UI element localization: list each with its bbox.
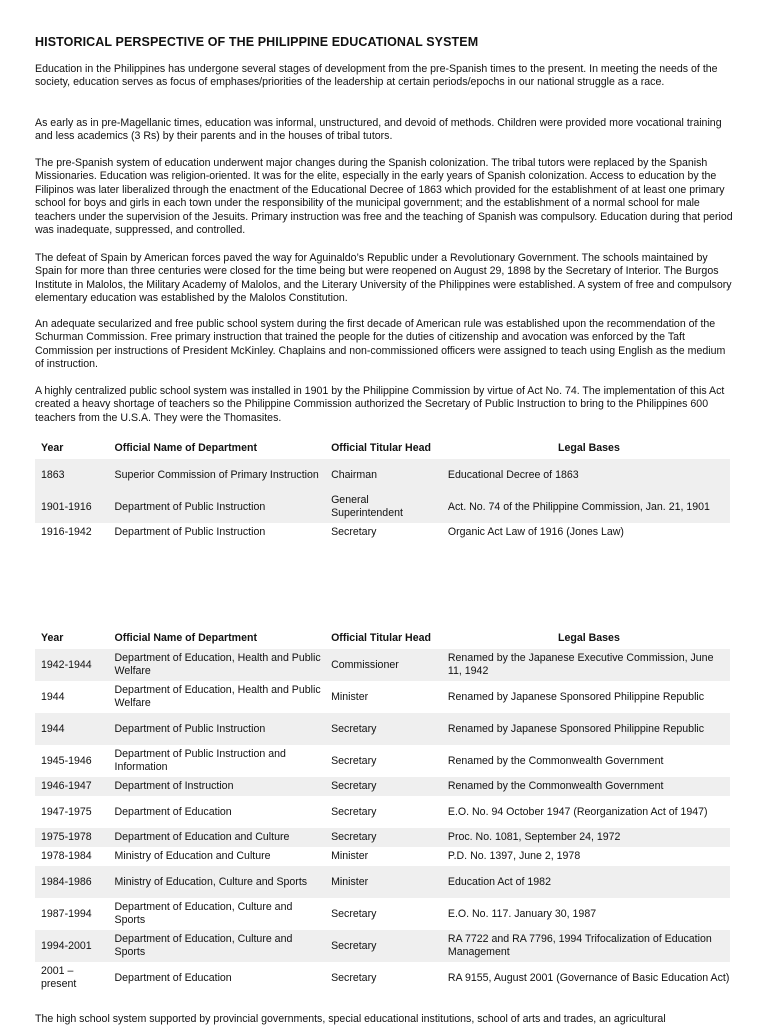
- table-row: [35, 459, 730, 491]
- cell-name: Department of Public Instruction and Information: [114, 748, 286, 773]
- header-name: Official Name of Department: [114, 442, 257, 454]
- cell-legal: Renamed by the Japanese Executive Commission, June 11, 1942: [442, 649, 730, 681]
- cell-legal: Renamed by the Commonwealth Government: [447, 754, 664, 767]
- cell-head: Minister: [331, 690, 369, 703]
- cell-year: 1944: [35, 713, 109, 745]
- cell-year: 1942-1944: [35, 649, 109, 681]
- cell-head: Chairman: [325, 459, 442, 491]
- cell-head: Secretary: [331, 754, 377, 767]
- header-legal: Legal Bases: [558, 632, 620, 644]
- table-row: [35, 962, 730, 994]
- cell-year: 1916-1942: [41, 526, 92, 538]
- table-row: [35, 523, 730, 542]
- table-row: [35, 828, 730, 847]
- cell-name: Ministry of Education and Culture: [114, 850, 271, 862]
- cell-legal: Proc. No. 1081, September 24, 1972: [442, 828, 730, 847]
- cell-legal: Organic Act Law of 1916 (Jones Law): [447, 526, 624, 538]
- cell-legal: Renamed by Japanese Sponsored Philippine Republic: [447, 690, 705, 703]
- header-name: Official Name of Department: [114, 632, 257, 644]
- cell-head: General Superintendent: [325, 491, 442, 523]
- cell-head: Secretary: [325, 930, 442, 962]
- paragraph-centralized: A highly centralized public school system was installed in 1901 by the Philippine Commission by virtue of Act No. 74. The implementation of this Act created a heavy shortage of teachers so the Philippine Commission authorized the Secretary of Public Instruction to bring to the Philippines 600 teachers from the U.S.A. They were the Thomasites.: [35, 385, 725, 424]
- table-row: [35, 866, 730, 898]
- cell-year: 1978-1984: [41, 850, 92, 862]
- cell-year: 1901-1916: [35, 491, 109, 523]
- cell-head: Commissioner: [325, 649, 442, 681]
- paragraph-revolution: The defeat of Spain by American forces paved the way for Aguinaldo’s Republic under a Revolutionary Government. The schools maintained by Spain for more than three centuries were closed for the time being but were reopened on August 29, 1898 by the Secretary of Interior. The Burgos Institute in Malolos, the Military Academy of Malolos, and the Literary University of the Philippines were established. A system of free and compulsory elementary education was established by the Malolos Constitution.: [35, 252, 732, 305]
- cell-head: Secretary: [325, 828, 442, 847]
- cell-name: Department of Education, Culture and Sports: [114, 901, 293, 926]
- cell-head: Minister: [331, 850, 369, 862]
- header-head: Official Titular Head: [331, 632, 431, 644]
- cell-name: Department of Education and Culture: [109, 828, 326, 847]
- header-year: Year: [41, 442, 64, 454]
- cell-legal: Renamed by Japanese Sponsored Philippine Republic: [442, 713, 730, 745]
- cell-name: Superior Commission of Primary Instruction: [109, 459, 326, 491]
- table-row: [35, 796, 730, 828]
- cell-year: 1944: [41, 690, 65, 703]
- table-row: [35, 681, 730, 713]
- cell-legal: RA 9155, August 2001 (Governance of Basic Education Act): [447, 971, 730, 984]
- header-head: Official Titular Head: [331, 442, 431, 454]
- paragraph-american: An adequate secularized and free public school system during the first decade of American rule was established upon the recommendation of the Schurman Commission. Free primary instruction that trained the people for the duties of citizenship and avocation was enforced by the Taft Commission per instructions of President McKinley. Chaplains and non-commissioned officers were assigned to teach using English as the medium of instruction.: [35, 318, 726, 371]
- table-row: [35, 898, 730, 930]
- cell-name: Department of Education, Health and Public Welfare: [109, 649, 326, 681]
- cell-year: 2001 – present: [41, 965, 77, 990]
- cell-name: Department of Education, Health and Public Welfare: [114, 684, 321, 709]
- cell-year: 1984-1986: [35, 866, 109, 898]
- paragraph-intro: Education in the Philippines has undergone several stages of development from the pre-Spanish times to the present. In meeting the needs of the society, education serves as focus of emphases/priorities of the leadership at certain periods/epochs in our national struggle as a race.: [35, 63, 718, 89]
- table-row: [35, 847, 730, 866]
- cell-head: Secretary: [331, 526, 377, 538]
- header-legal: Legal Bases: [558, 442, 620, 454]
- cell-name: Department of Public Instruction: [109, 713, 326, 745]
- cell-year: 1947-1975: [41, 805, 92, 818]
- table-row: [35, 713, 730, 745]
- cell-head: Minister: [325, 866, 442, 898]
- cell-legal: E.O. No. 94 October 1947 (Reorganization Act of 1947): [447, 805, 708, 818]
- table-row: [35, 777, 730, 796]
- table-row: [35, 649, 730, 681]
- cell-legal: P.D. No. 1397, June 2, 1978: [447, 850, 581, 862]
- cell-head: Secretary: [331, 907, 377, 920]
- cell-head: Secretary: [325, 777, 442, 796]
- header-year: Year: [41, 632, 64, 644]
- cell-year: 1863: [35, 459, 109, 491]
- cell-head: Secretary: [331, 971, 377, 984]
- table-row: [35, 491, 730, 523]
- cell-name: Department of Public Instruction: [109, 491, 326, 523]
- cell-name: Department of Education, Culture and Sports: [109, 930, 326, 962]
- cell-name: Department of Education: [114, 971, 232, 984]
- paragraph-pre-magellanic: As early as in pre-Magellanic times, education was informal, unstructured, and devoid of methods. Children were provided more vocational training and less academics (3 Rs) by their parents and in the houses of tribal tutors.: [35, 117, 722, 143]
- cell-head: Secretary: [325, 713, 442, 745]
- table-header-row: [35, 437, 730, 459]
- cell-name: Department of Public Instruction: [114, 526, 266, 538]
- cell-legal: RA 7722 and RA 7796, 1994 Trifocalization of Education Management: [442, 930, 730, 962]
- cell-head: Secretary: [331, 805, 377, 818]
- department-table-2: [35, 627, 730, 994]
- table-header-row: [35, 627, 730, 649]
- cell-legal: Renamed by the Commonwealth Government: [442, 777, 730, 796]
- department-table-1: [35, 437, 730, 542]
- cell-year: 1994-2001: [35, 930, 109, 962]
- document-title: HISTORICAL PERSPECTIVE OF THE PHILIPPINE EDUCATIONAL SYSTEM: [35, 35, 479, 49]
- cell-year: 1975-1978: [35, 828, 109, 847]
- trailing-paragraph: The high school system supported by provincial governments, special educational institutions, school of arts and trades, an agricultural: [35, 1013, 666, 1025]
- cell-legal: Educational Decree of 1863: [442, 459, 730, 491]
- cell-year: 1946-1947: [35, 777, 109, 796]
- cell-legal: E.O. No. 117. January 30, 1987: [447, 907, 597, 920]
- cell-year: 1945-1946: [41, 754, 92, 767]
- cell-name: Department of Instruction: [109, 777, 326, 796]
- table-row: [35, 930, 730, 962]
- cell-name: Ministry of Education, Culture and Sports: [109, 866, 326, 898]
- cell-name: Department of Education: [114, 805, 232, 818]
- table-row: [35, 745, 730, 777]
- cell-legal: Education Act of 1982: [442, 866, 730, 898]
- cell-legal: Act. No. 74 of the Philippine Commission, Jan. 21, 1901: [442, 491, 730, 523]
- paragraph-spanish: The pre-Spanish system of education underwent major changes during the Spanish colonization. The tribal tutors were replaced by the Spanish Missionaries. Education was religion-oriented. It was for the elite, especially in the early years of Spanish colonization. Access to education by the Filipinos was later liberalized through the enactment of the Educational Decree of 1863 which provided for the establishment of at least one primary school for boys and girls in each town under the responsibility of the municipal government; and the establishment of a normal school for male teachers under the supervision of the Jesuits. Primary instruction was free and the teaching of Spanish was compulsory. Education during that period was inadequate, suppressed, and controlled.: [35, 157, 733, 237]
- cell-year: 1987-1994: [41, 907, 92, 920]
